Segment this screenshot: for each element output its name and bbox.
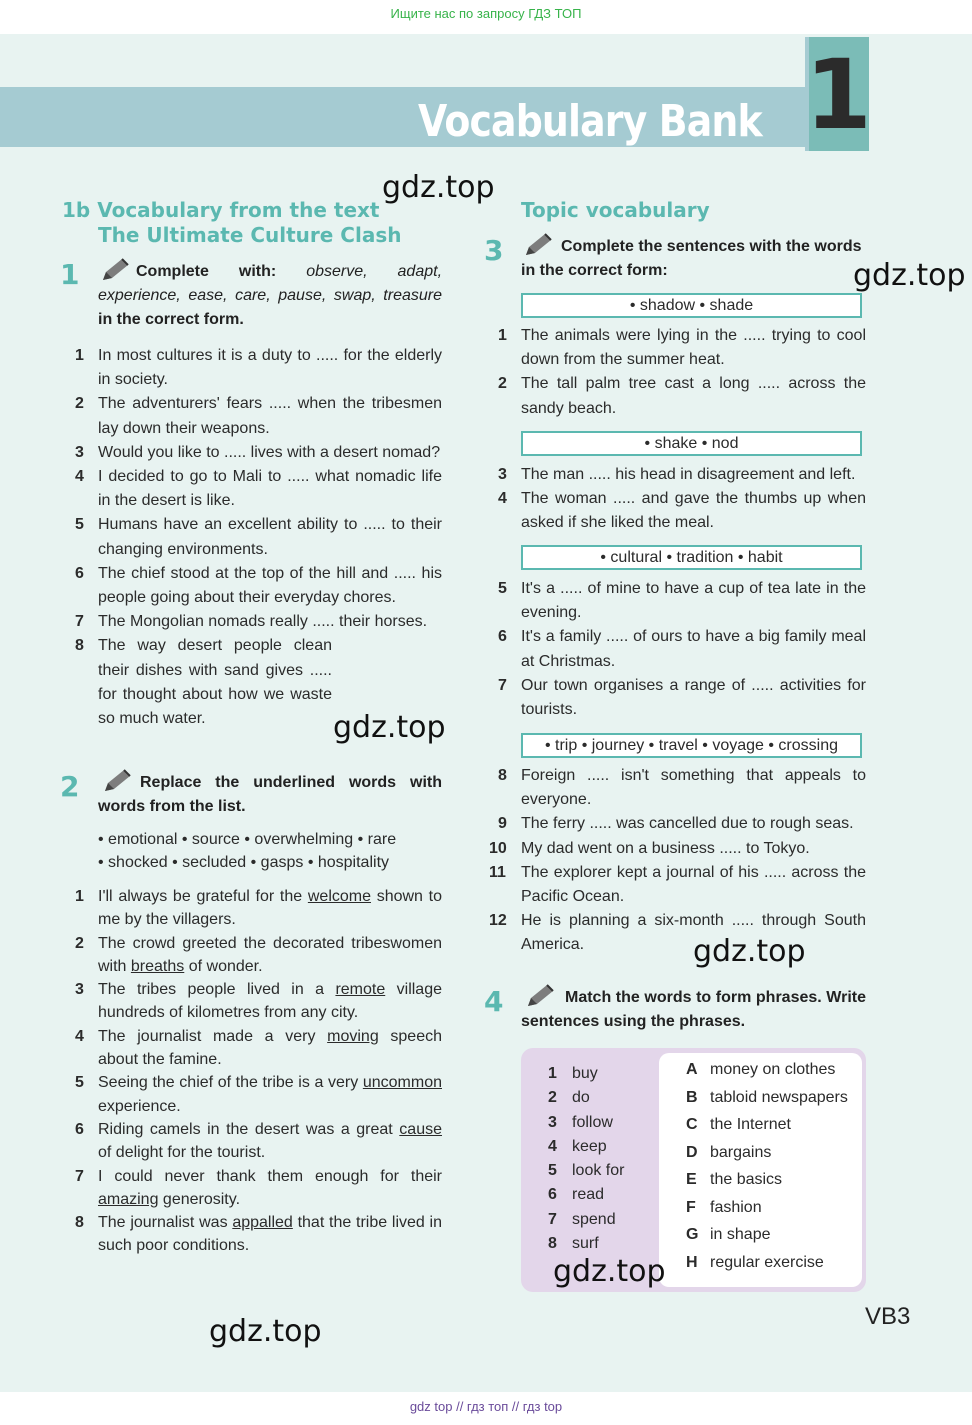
- page-title: Vocabulary Bank: [418, 96, 762, 147]
- list-item: 5 It's a ..... of mine to have a cup of tea late in the evening.: [498, 580, 866, 622]
- watermark: gdz.top: [382, 170, 495, 205]
- exercise-number: 3: [484, 234, 504, 267]
- section-code: 1b: [62, 198, 91, 222]
- list-item: 6 Riding camels in the desert was a great cause of delight for the tourist.: [75, 1120, 442, 1162]
- list-item: 3 Would you like to ..... lives with a desert nomad?: [75, 443, 441, 461]
- match-left-item: 5 look for: [548, 1162, 625, 1180]
- footer-note: gdz top // гдз топ // гдз top: [409, 1399, 563, 1414]
- exercise-number: 2: [60, 770, 80, 803]
- match-left-item: 7 spend: [548, 1210, 616, 1228]
- match-right-item: B tabloid newspapers: [686, 1088, 848, 1106]
- match-left-item: 6 read: [548, 1186, 605, 1204]
- list-item: 4 The woman ..... and gave the thumbs up when asked if she liked the meal.: [498, 490, 866, 532]
- list-item: 9 The ferry ..... was cancelled due to rough seas.: [498, 815, 854, 833]
- list-item: 3 The tribes people lived in a remote village hundreds of kilometres from any city.: [75, 981, 442, 1022]
- word-list-line: • shocked • secluded • gasps • hospitality: [98, 854, 390, 871]
- word-box: • cultural • tradition • habit: [521, 545, 862, 570]
- list-item: 3 The man ..... his head in disagreement and left.: [498, 466, 856, 483]
- word-box: • shadow • shade: [521, 293, 862, 318]
- list-item: 2 The crowd greeted the decorated tribeswomen with breaths of wonder.: [75, 934, 442, 975]
- list-item: 7 I could never thank them enough for their amazing generosity.: [75, 1167, 442, 1208]
- match-right-item: F fashion: [686, 1198, 762, 1216]
- list-item: 5 Humans have an excellent ability to ..... to their changing environments.: [75, 516, 442, 558]
- match-right-item: E the basics: [686, 1171, 783, 1188]
- match-right-item: D bargains: [686, 1143, 772, 1161]
- match-left-item: 2 do: [548, 1089, 590, 1107]
- list-item: 4 The journalist made a very moving speech about the famine.: [75, 1027, 442, 1069]
- list-item: 10 My dad went on a business ..... to Tokyo.: [489, 839, 810, 857]
- exercise-number: 1: [60, 258, 80, 291]
- exercise-1-list: [75, 344, 442, 731]
- page-number: VB3: [865, 1303, 911, 1330]
- section-heading: [62, 198, 379, 222]
- list-item: 8 The journalist was appalled that the tribe lived in such poor conditions.: [75, 1214, 443, 1255]
- word-box: • trip • journey • travel • voyage • crossing: [521, 733, 862, 758]
- list-item: 4 I decided to go to Mali to ..... what nomadic life in the desert is like.: [75, 468, 442, 510]
- exercise-3-list-a: [498, 324, 866, 421]
- list-item: 7 Our town organises a range of ..... activities for tourists.: [498, 676, 866, 719]
- exercise-3-list-d: [489, 764, 866, 958]
- list-item: 8 Foreign ..... isn't something that appeals to everyone.: [498, 767, 866, 809]
- top-note: Ищите нас по запросу ГДЗ ТОП: [390, 6, 582, 21]
- exercise-3-list-c: [498, 577, 866, 722]
- word-list-line: • emotional • source • overwhelming • rare: [98, 831, 397, 848]
- exercise-number: 4: [484, 985, 504, 1018]
- word-list: [98, 828, 396, 874]
- list-item: 11 The explorer kept a journal of his ..... across the Pacific Ocean.: [489, 863, 866, 906]
- exercise-2-list: [75, 885, 442, 1258]
- exercise-instruction: Complete the sentences with the words in the correct form:: [521, 238, 862, 279]
- match-right-column: [686, 1056, 848, 1276]
- match-left-item: 3 follow: [548, 1113, 613, 1131]
- list-item: 6 The chief stood at the top of the hill and ..... his people going about their everyday chores.: [75, 564, 442, 607]
- list-item: 2 The adventurers' fears ..... when the tribesmen lay down their weapons.: [75, 395, 442, 437]
- list-item: 1 I'll always be grateful for the welcome shown to me by the villagers.: [75, 888, 443, 929]
- match-right-item: A money on clothes: [686, 1061, 836, 1078]
- list-item: 1 In most cultures it is a duty to ..... for the elderly in society.: [75, 347, 442, 389]
- match-right-item: H regular exercise: [686, 1253, 824, 1271]
- section-title: Topic vocabulary: [521, 198, 710, 222]
- list-item: 7 The Mongolian nomads really ..... their horses.: [75, 613, 428, 631]
- list-item: 2 The tall palm tree cast a long ..... across the sandy beach.: [498, 375, 866, 417]
- word-box: • shake • nod: [521, 431, 862, 456]
- section-subtitle: The Ultimate Culture Clash: [98, 223, 402, 247]
- exercise-instruction: Match the words to form phrases. Write sentences using the phrases.: [521, 989, 866, 1030]
- match-right-item: C the Internet: [686, 1116, 791, 1133]
- match-left-column: [548, 1062, 624, 1256]
- exercise-3-list-b: [498, 463, 866, 536]
- match-left-item: 8 surf: [548, 1235, 599, 1253]
- list-item: 1 The animals were lying in the ..... trying to cool down from the summer heat.: [498, 327, 866, 369]
- list-item: 12 He is planning a six-month ..... through South America.: [489, 912, 866, 954]
- watermark: gdz.top: [209, 1314, 322, 1349]
- match-left-item: 4 keep: [548, 1137, 607, 1155]
- exercise-instruction: Complete with: observe, adapt, experience, ease, care, pause, swap, treasure in the correct form.: [98, 263, 443, 328]
- watermark: gdz.top: [693, 934, 806, 969]
- watermark: gdz.top: [333, 710, 446, 745]
- watermark: gdz.top: [553, 1254, 666, 1289]
- list-item: 5 Seeing the chief of the tribe is a very uncommon experience.: [75, 1074, 442, 1115]
- match-left-item: 1 buy: [548, 1065, 598, 1082]
- section-title: Vocabulary from the text: [97, 198, 380, 222]
- exercise-instruction: Replace the underlined words with words from the list.: [98, 774, 442, 815]
- list-item: 8 The way desert people clean their dishes with sand gives ..... for thought about how we waste so much water.: [75, 637, 332, 728]
- watermark: gdz.top: [853, 258, 966, 293]
- list-item: 6 It's a family ..... of ours to have a big family meal at Christmas.: [498, 628, 866, 670]
- match-right-item: G in shape: [686, 1226, 771, 1243]
- unit-number: 1: [805, 39, 872, 151]
